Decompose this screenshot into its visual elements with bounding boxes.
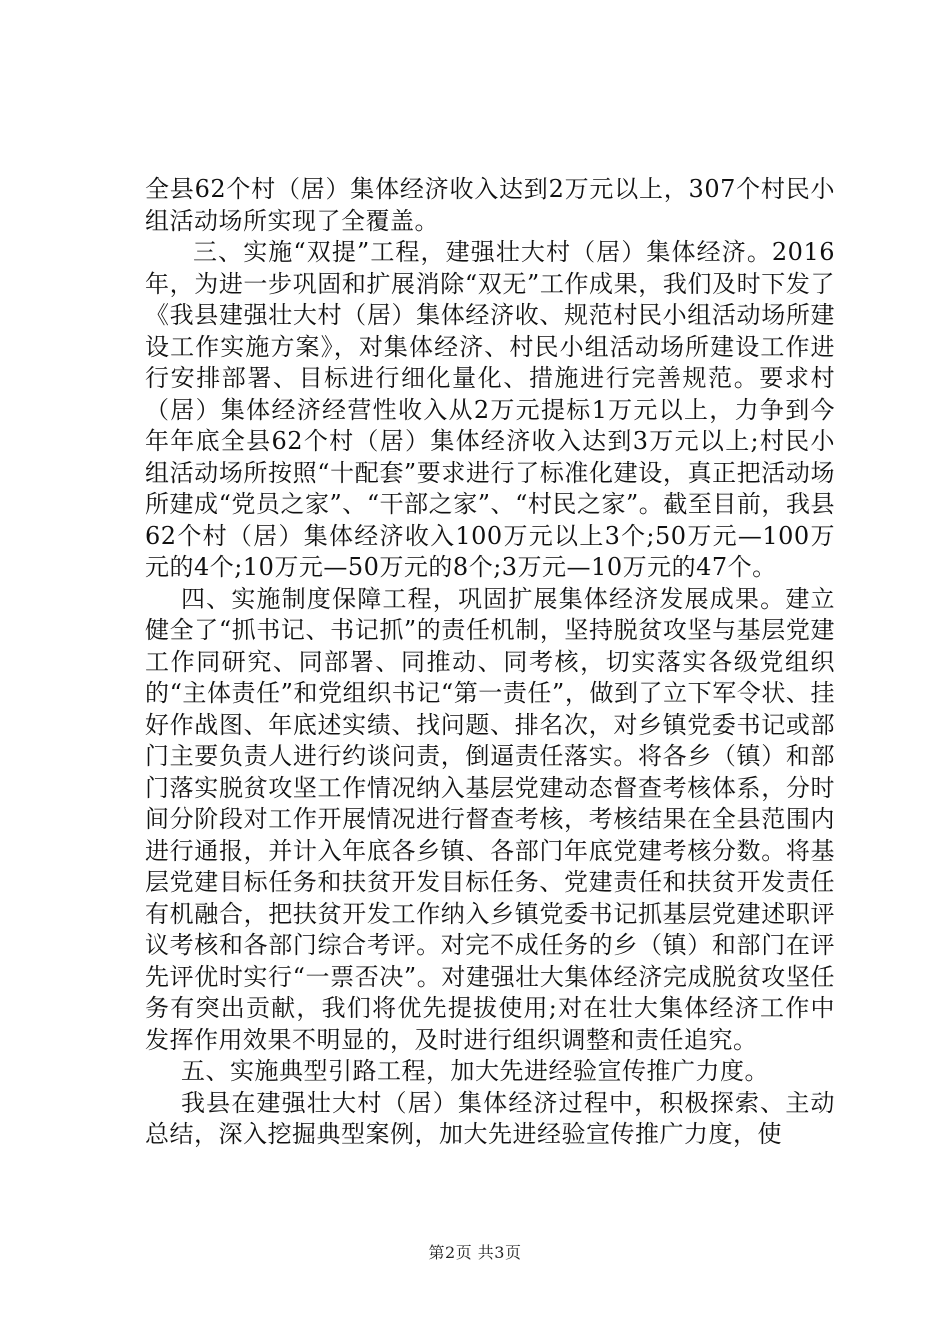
paragraph-section-four: 四、实施制度保障工程，巩固扩展集体经济发展成果。建立健全了“抓书记、书记抓”的责任机制，坚持脱贫攻坚与基层党建工作同研究、同部署、同推动、同考核，切实落实各级党组织的“主体责任”和党组织书记“第一责任”，做到了立下军令状、挂好作战图、年底述实绩、找问题、排名次，对乡镇党委书记或部门主要负责人进行约谈问责，倒逼责任落实。将各乡（镇）和部门落实脱贫攻坚工作情况纳入基层党建动态督查考核体系，分时间分阶段对工作开展情况进行督查考核，考核结果在全县范围内进行通报，并计入年底各乡镇、各部门年底党建考核分数。将基层党建目标任务和扶贫开发目标任务、党建责任和扶贫开发责任有机融合，把扶贫开发工作纳入乡镇党委书记抓基层党建述职评议考核和各部门综合考评。对完不成任务的乡（镇）和部门在评先评优时实行“一票否决”。对建强壮大集体经济完成脱贫攻坚任务有突出贡献，我们将优先提拔使用;对在壮大集体经济工作中发挥作用效果不明显的，及时进行组织调整和责任追究。 <box>145 584 835 1054</box>
page-number-footer: 第2页 共3页 <box>428 1243 522 1262</box>
paragraph-section-five-body: 我县在建强壮大村（居）集体经济过程中，积极探索、主动总结，深入挖掘典型案例，加大先进经验宣传推广力度，使 <box>145 1088 835 1148</box>
paragraph-section-three: 三、实施“双提”工程，建强壮大村（居）集体经济。2016年，为进一步巩固和扩展消除“双无”工作成果，我们及时下发了《我县建强壮大村（居）集体经济收、规范村民小组活动场所建设工作实施方案》，对集体经济、村民小组活动场所建设工作进行安排部署、目标进行细化量化、措施进行完善规范。要求村（居）集体经济经营性收入从2万元提标1万元以上，力争到今年年底全县62个村（居）集体经济收入达到3万元以上;村民小组活动场所按照“十配套”要求进行了标准化建设，真正把活动场所建成“党员之家”、“干部之家”、“村民之家”。截至目前，我县62个村（居）集体经济收入100万元以上3个;50万元—100万元的4个;10万元—50万元的8个;3万元—10万元的47个。 <box>145 238 835 581</box>
paragraph-continuation: 全县62个村（居）集体经济收入达到2万元以上，307个村民小组活动场所实现了全覆盖。 <box>145 175 835 235</box>
document-body <box>145 174 835 1151</box>
paragraph-section-five-heading: 五、实施典型引路工程，加大先进经验宣传推广力度。 <box>181 1057 769 1085</box>
